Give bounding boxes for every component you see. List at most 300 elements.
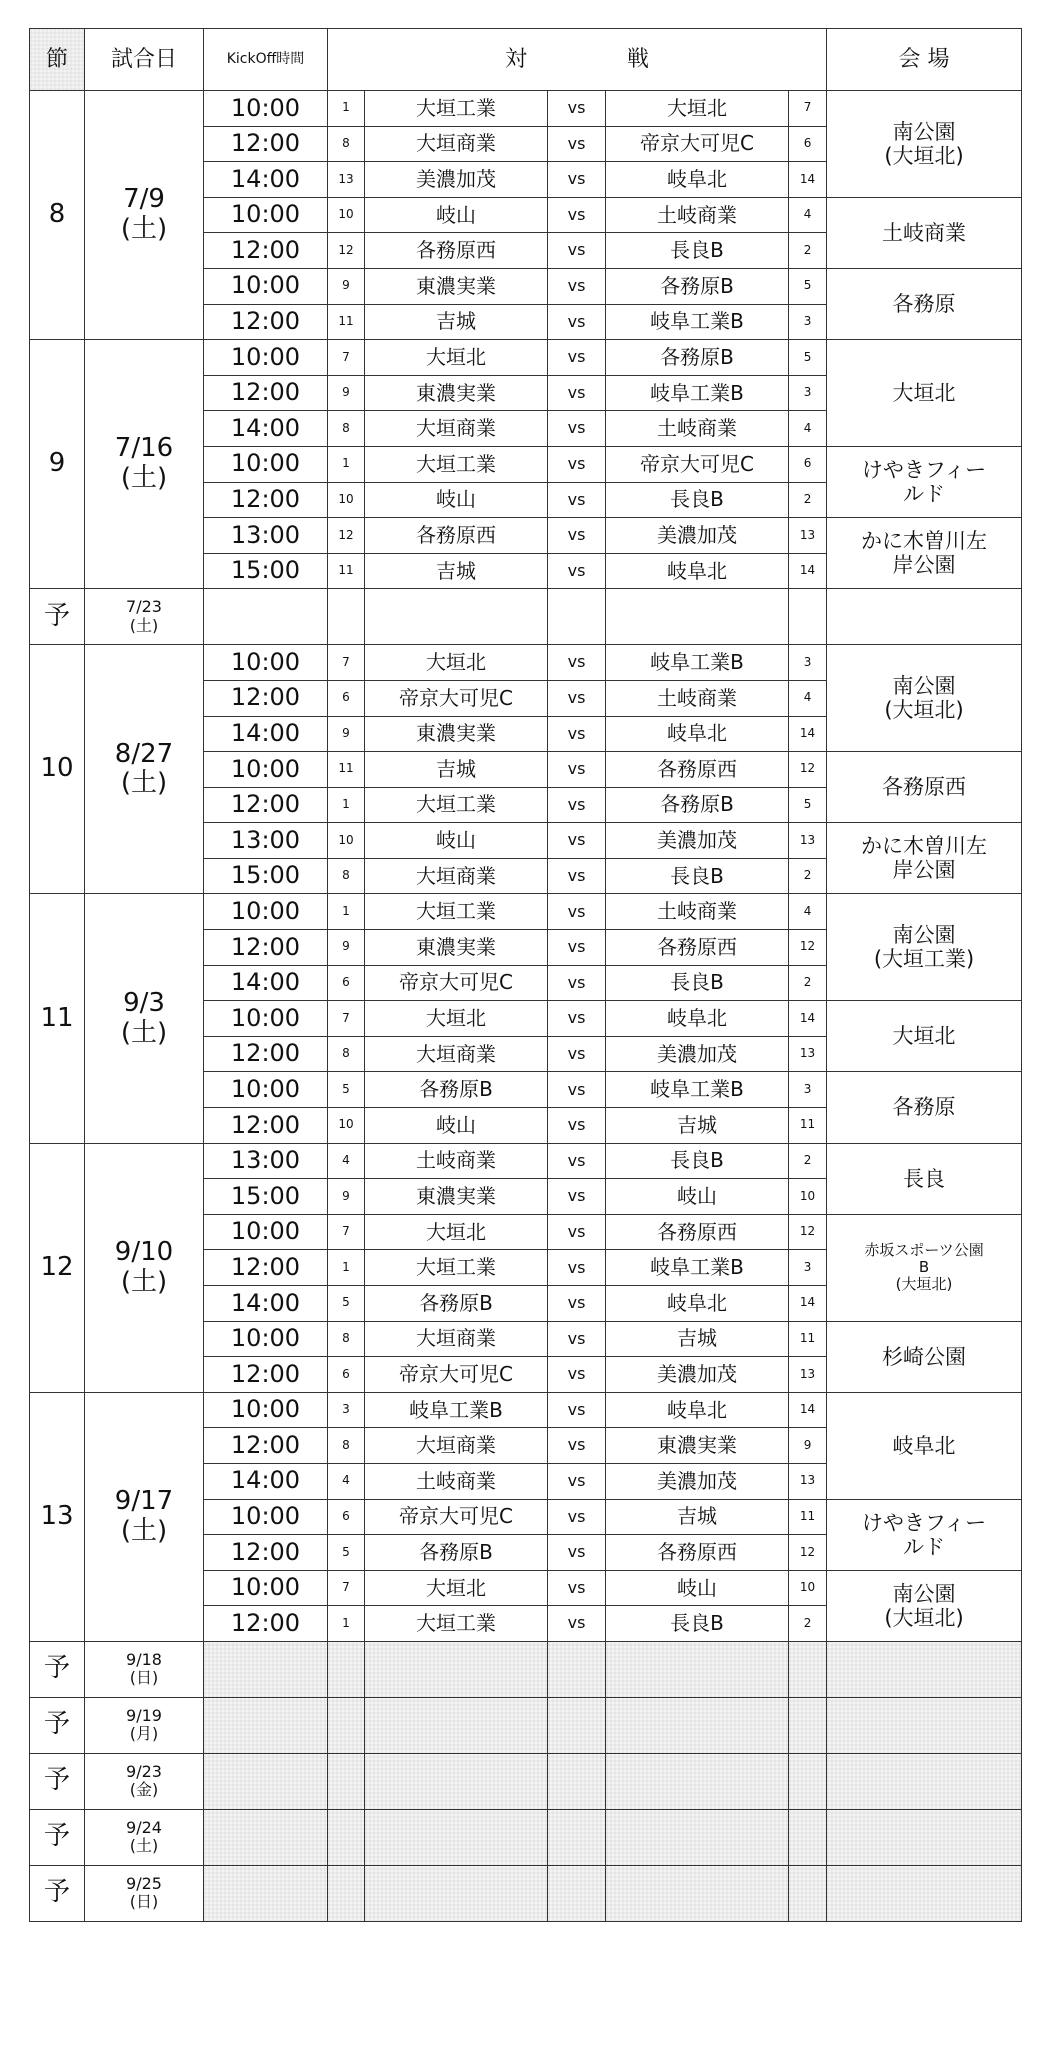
away-seed: 14 <box>789 1392 827 1428</box>
weekday-text: (土) <box>120 1266 168 1297</box>
venue-name: B <box>918 1258 930 1277</box>
kickoff-time: 14:00 <box>204 411 328 447</box>
weekday-text: (土) <box>120 214 168 245</box>
round-number: 12 <box>30 1143 85 1392</box>
kickoff-time: 12:00 <box>204 1535 328 1571</box>
away-seed: 3 <box>789 304 827 340</box>
away-seed: 11 <box>789 1108 827 1144</box>
away-seed: 14 <box>789 553 827 589</box>
venue-cell <box>827 1143 1022 1214</box>
kickoff-time: 13:00 <box>204 823 328 859</box>
venue-name: 土岐商業 <box>882 220 967 245</box>
venue-cell <box>827 1072 1022 1143</box>
kickoff-time: 10:00 <box>204 197 328 233</box>
away-team: 土岐商業 <box>606 411 789 447</box>
away-team: 吉城 <box>606 1108 789 1144</box>
header-date: 試合日 <box>85 29 204 91</box>
kickoff-time: 12:00 <box>204 126 328 162</box>
home-seed: 6 <box>328 1499 365 1535</box>
home-seed: 4 <box>328 1143 365 1179</box>
kickoff-time: 12:00 <box>204 930 328 966</box>
vs-label: vs <box>548 1214 606 1250</box>
vs-label: vs <box>548 965 606 1001</box>
vs-label: vs <box>548 1463 606 1499</box>
kickoff-time: 10:00 <box>204 894 328 930</box>
home-seed: 7 <box>328 1001 365 1037</box>
away-team: 長良B <box>606 858 789 894</box>
reserve-home-blank <box>365 589 548 645</box>
away-seed: 12 <box>789 930 827 966</box>
kickoff-time: 12:00 <box>204 1428 328 1464</box>
kickoff-time: 15:00 <box>204 1179 328 1215</box>
away-team: 各務原西 <box>606 930 789 966</box>
vs-label: vs <box>548 1001 606 1037</box>
reserve-time-blank <box>204 1865 328 1921</box>
vs-label: vs <box>548 518 606 554</box>
venue-name: 南公園 <box>892 674 956 699</box>
away-team: 岐阜北 <box>606 1392 789 1428</box>
weekday-text: (土) <box>120 1017 168 1048</box>
away-team: 各務原B <box>606 340 789 376</box>
home-team: 美濃加茂 <box>365 162 548 198</box>
reserve-label: 予 <box>30 1809 85 1865</box>
kickoff-time: 10:00 <box>204 752 328 788</box>
vs-label: vs <box>548 1499 606 1535</box>
away-seed: 13 <box>789 823 827 859</box>
venue-name: けやきフィー <box>861 457 987 482</box>
vs-label: vs <box>548 1036 606 1072</box>
venue-cell <box>827 1321 1022 1392</box>
kickoff-time: 14:00 <box>204 1463 328 1499</box>
venue-cell <box>827 1001 1022 1072</box>
home-seed: 3 <box>328 1392 365 1428</box>
home-team: 吉城 <box>365 752 548 788</box>
venue-name: 岸公園 <box>892 553 956 578</box>
home-team: 帝京大可児C <box>365 1357 548 1393</box>
reserve-row <box>30 1865 1022 1921</box>
away-seed: 13 <box>789 518 827 554</box>
header-venue: 会 場 <box>827 29 1022 91</box>
home-seed: 6 <box>328 1357 365 1393</box>
reserve-home-blank <box>365 1809 548 1865</box>
kickoff-time: 15:00 <box>204 858 328 894</box>
kickoff-time: 12:00 <box>204 680 328 716</box>
away-seed: 14 <box>789 1001 827 1037</box>
date-text: 7/16 <box>114 433 174 464</box>
venue-name: (大垣北) <box>884 698 964 723</box>
venue-cell <box>827 1214 1022 1321</box>
away-team: 長良B <box>606 965 789 1001</box>
home-team: 東濃実業 <box>365 268 548 304</box>
home-seed: 12 <box>328 518 365 554</box>
venue-cell <box>827 197 1022 268</box>
venue-name: 杉崎公園 <box>882 1344 967 1369</box>
away-team: 吉城 <box>606 1321 789 1357</box>
home-team: 大垣工業 <box>365 787 548 823</box>
reserve-date <box>85 1641 204 1697</box>
home-team: 大垣北 <box>365 1570 548 1606</box>
venue-name: かに木曽川左 <box>861 529 988 554</box>
kickoff-time: 10:00 <box>204 268 328 304</box>
away-seed: 3 <box>789 1250 827 1286</box>
home-team: 土岐商業 <box>365 1463 548 1499</box>
home-team: 吉城 <box>365 553 548 589</box>
match-date <box>85 645 204 894</box>
reserve-time-blank <box>204 589 328 645</box>
kickoff-time: 12:00 <box>204 1606 328 1642</box>
away-team: 岐阜北 <box>606 1286 789 1322</box>
kickoff-time: 12:00 <box>204 233 328 269</box>
home-team: 大垣商業 <box>365 1321 548 1357</box>
reserve-label: 予 <box>30 1641 85 1697</box>
kickoff-time: 10:00 <box>204 1001 328 1037</box>
home-team: 吉城 <box>365 304 548 340</box>
reserve-venue-blank <box>827 589 1022 645</box>
home-team: 大垣工業 <box>365 1606 548 1642</box>
weekday-text: (月) <box>129 1724 159 1744</box>
venue-cell <box>827 645 1022 752</box>
home-seed: 7 <box>328 1570 365 1606</box>
date-text: 8/27 <box>114 738 174 769</box>
away-seed: 10 <box>789 1179 827 1215</box>
away-team: 長良B <box>606 1143 789 1179</box>
date-text: 7/23 <box>126 597 162 617</box>
away-seed: 4 <box>789 197 827 233</box>
home-seed: 1 <box>328 787 365 823</box>
home-team: 大垣北 <box>365 645 548 681</box>
away-seed: 5 <box>789 340 827 376</box>
reserve-home-seed-blank <box>328 1809 365 1865</box>
round-number: 10 <box>30 645 85 894</box>
weekday-text: (金) <box>129 1780 159 1800</box>
vs-label: vs <box>548 1072 606 1108</box>
home-seed: 10 <box>328 197 365 233</box>
vs-label: vs <box>548 162 606 198</box>
away-team: 帝京大可児C <box>606 126 789 162</box>
venue-name: 大垣北 <box>892 1024 956 1049</box>
reserve-row <box>30 1641 1022 1697</box>
weekday-text: (土) <box>129 1836 159 1856</box>
reserve-away-seed-blank <box>789 1809 827 1865</box>
reserve-vs-blank <box>548 589 606 645</box>
away-seed: 12 <box>789 1535 827 1571</box>
away-seed: 6 <box>789 126 827 162</box>
schedule-table <box>29 28 1022 1922</box>
match-row <box>30 1392 1022 1428</box>
header-setsu: 節 <box>30 29 85 91</box>
venue-name: 岐阜北 <box>892 1433 956 1458</box>
home-seed: 1 <box>328 1250 365 1286</box>
venue-cell <box>827 268 1022 339</box>
venue-name: 岸公園 <box>892 858 956 883</box>
vs-label: vs <box>548 1108 606 1144</box>
reserve-row <box>30 1697 1022 1753</box>
round-number: 11 <box>30 894 85 1143</box>
round-number: 8 <box>30 91 85 340</box>
vs-label: vs <box>548 375 606 411</box>
weekday-text: (日) <box>129 1668 159 1688</box>
kickoff-time: 15:00 <box>204 553 328 589</box>
reserve-away-seed-blank <box>789 1753 827 1809</box>
vs-label: vs <box>548 1535 606 1571</box>
home-seed: 6 <box>328 680 365 716</box>
away-seed: 3 <box>789 375 827 411</box>
away-team: 各務原B <box>606 787 789 823</box>
date-text: 9/23 <box>126 1762 162 1782</box>
home-team: 岐山 <box>365 197 548 233</box>
date-text: 9/3 <box>123 987 165 1018</box>
reserve-home-seed-blank <box>328 589 365 645</box>
kickoff-time: 10:00 <box>204 446 328 482</box>
venue-name: 各務原西 <box>882 775 967 800</box>
home-team: 大垣商業 <box>365 1428 548 1464</box>
reserve-venue-blank <box>827 1641 1022 1697</box>
home-seed: 4 <box>328 1463 365 1499</box>
match-date <box>85 340 204 589</box>
venue-name: (大垣北) <box>895 1275 953 1294</box>
away-team: 岐阜北 <box>606 162 789 198</box>
weekday-text: (日) <box>129 1892 159 1912</box>
home-seed: 8 <box>328 1036 365 1072</box>
home-team: 岐山 <box>365 482 548 518</box>
away-team: 長良B <box>606 233 789 269</box>
home-team: 帝京大可児C <box>365 680 548 716</box>
schedule-body <box>30 91 1022 1922</box>
reserve-label: 予 <box>30 1753 85 1809</box>
home-team: 大垣工業 <box>365 446 548 482</box>
vs-label: vs <box>548 1392 606 1428</box>
home-team: 東濃実業 <box>365 1179 548 1215</box>
away-seed: 2 <box>789 482 827 518</box>
home-team: 大垣北 <box>365 1214 548 1250</box>
home-seed: 8 <box>328 1428 365 1464</box>
away-seed: 2 <box>789 858 827 894</box>
home-seed: 5 <box>328 1286 365 1322</box>
venue-cell <box>827 1499 1022 1570</box>
home-team: 土岐商業 <box>365 1143 548 1179</box>
away-team: 土岐商業 <box>606 894 789 930</box>
date-text: 9/10 <box>114 1236 174 1267</box>
home-team: 各務原西 <box>365 233 548 269</box>
home-seed: 9 <box>328 930 365 966</box>
venue-cell <box>827 1392 1022 1499</box>
away-seed: 10 <box>789 1570 827 1606</box>
away-team: 美濃加茂 <box>606 518 789 554</box>
home-seed: 1 <box>328 446 365 482</box>
away-team: 各務原西 <box>606 1214 789 1250</box>
venue-name: (大垣工業) <box>873 947 975 972</box>
venue-cell <box>827 1570 1022 1641</box>
reserve-date <box>85 1697 204 1753</box>
away-team: 美濃加茂 <box>606 1463 789 1499</box>
home-seed: 11 <box>328 752 365 788</box>
away-team: 岐山 <box>606 1179 789 1215</box>
venue-name: 南公園 <box>892 119 956 144</box>
vs-label: vs <box>548 1321 606 1357</box>
venue-name: (大垣北) <box>884 143 964 168</box>
vs-label: vs <box>548 553 606 589</box>
kickoff-time: 12:00 <box>204 482 328 518</box>
kickoff-time: 10:00 <box>204 1392 328 1428</box>
date-text: 9/25 <box>126 1874 162 1894</box>
home-seed: 7 <box>328 645 365 681</box>
reserve-time-blank <box>204 1753 328 1809</box>
venue-name: 大垣北 <box>892 380 956 405</box>
vs-label: vs <box>548 91 606 127</box>
home-seed: 13 <box>328 162 365 198</box>
away-seed: 2 <box>789 1143 827 1179</box>
kickoff-time: 12:00 <box>204 1250 328 1286</box>
away-team: 美濃加茂 <box>606 1036 789 1072</box>
away-seed: 9 <box>789 1428 827 1464</box>
home-seed: 5 <box>328 1072 365 1108</box>
home-team: 大垣北 <box>365 340 548 376</box>
away-team: 岐阜工業B <box>606 375 789 411</box>
away-seed: 12 <box>789 1214 827 1250</box>
vs-label: vs <box>548 858 606 894</box>
vs-label: vs <box>548 1570 606 1606</box>
home-team: 大垣商業 <box>365 858 548 894</box>
header-row <box>30 29 1022 91</box>
away-seed: 4 <box>789 411 827 447</box>
home-team: 大垣商業 <box>365 411 548 447</box>
away-team: 美濃加茂 <box>606 1357 789 1393</box>
kickoff-time: 14:00 <box>204 965 328 1001</box>
vs-label: vs <box>548 1357 606 1393</box>
away-team: 岐阜工業B <box>606 1072 789 1108</box>
home-seed: 1 <box>328 894 365 930</box>
reserve-time-blank <box>204 1697 328 1753</box>
away-seed: 6 <box>789 446 827 482</box>
reserve-home-blank <box>365 1865 548 1921</box>
away-seed: 13 <box>789 1036 827 1072</box>
venue-cell <box>827 91 1022 198</box>
kickoff-time: 10:00 <box>204 340 328 376</box>
away-team: 土岐商業 <box>606 680 789 716</box>
kickoff-time: 12:00 <box>204 1036 328 1072</box>
away-seed: 13 <box>789 1357 827 1393</box>
reserve-away-blank <box>606 1865 789 1921</box>
away-team: 各務原西 <box>606 1535 789 1571</box>
reserve-away-seed-blank <box>789 1697 827 1753</box>
vs-label: vs <box>548 787 606 823</box>
away-team: 帝京大可児C <box>606 446 789 482</box>
away-team: 各務原西 <box>606 752 789 788</box>
reserve-row <box>30 589 1022 645</box>
home-team: 大垣工業 <box>365 91 548 127</box>
home-team: 帝京大可児C <box>365 1499 548 1535</box>
reserve-away-blank <box>606 589 789 645</box>
away-seed: 2 <box>789 1606 827 1642</box>
away-team: 吉城 <box>606 1499 789 1535</box>
round-number: 9 <box>30 340 85 589</box>
kickoff-time: 14:00 <box>204 1286 328 1322</box>
date-text: 7/9 <box>123 184 165 215</box>
away-seed: 3 <box>789 1072 827 1108</box>
venue-name: 各務原 <box>892 291 956 316</box>
kickoff-time: 10:00 <box>204 645 328 681</box>
kickoff-time: 10:00 <box>204 1570 328 1606</box>
venue-cell <box>827 823 1022 894</box>
reserve-vs-blank <box>548 1865 606 1921</box>
kickoff-time: 10:00 <box>204 1321 328 1357</box>
vs-label: vs <box>548 1179 606 1215</box>
reserve-date <box>85 589 204 645</box>
venue-name: (大垣北) <box>884 1605 964 1630</box>
kickoff-time: 12:00 <box>204 304 328 340</box>
date-text: 9/17 <box>114 1485 174 1516</box>
away-seed: 5 <box>789 268 827 304</box>
home-seed: 6 <box>328 965 365 1001</box>
reserve-venue-blank <box>827 1809 1022 1865</box>
vs-label: vs <box>548 268 606 304</box>
match-row <box>30 340 1022 376</box>
weekday-text: (土) <box>120 768 168 799</box>
round-number: 13 <box>30 1392 85 1641</box>
match-row <box>30 894 1022 930</box>
home-seed: 11 <box>328 304 365 340</box>
vs-label: vs <box>548 411 606 447</box>
kickoff-time: 14:00 <box>204 162 328 198</box>
header-match <box>328 29 827 91</box>
kickoff-time: 10:00 <box>204 1072 328 1108</box>
home-seed: 12 <box>328 233 365 269</box>
reserve-away-blank <box>606 1697 789 1753</box>
away-seed: 14 <box>789 716 827 752</box>
home-team: 大垣商業 <box>365 1036 548 1072</box>
home-team: 各務原西 <box>365 518 548 554</box>
venue-name: 長良 <box>903 1166 946 1191</box>
venue-name: ルド <box>903 1534 946 1559</box>
away-seed: 2 <box>789 233 827 269</box>
vs-label: vs <box>548 126 606 162</box>
date-text: 9/18 <box>126 1650 162 1670</box>
vs-label: vs <box>548 1286 606 1322</box>
reserve-away-blank <box>606 1641 789 1697</box>
away-team: 岐阜工業B <box>606 304 789 340</box>
vs-label: vs <box>548 1143 606 1179</box>
reserve-venue-blank <box>827 1865 1022 1921</box>
reserve-vs-blank <box>548 1697 606 1753</box>
away-seed: 13 <box>789 1463 827 1499</box>
reserve-venue-blank <box>827 1753 1022 1809</box>
header-kickoff: KickOff時間 <box>204 29 328 91</box>
home-team: 東濃実業 <box>365 930 548 966</box>
home-team: 岐山 <box>365 823 548 859</box>
home-seed: 10 <box>328 1108 365 1144</box>
weekday-text: (土) <box>120 463 168 494</box>
away-team: 大垣北 <box>606 91 789 127</box>
vs-label: vs <box>548 1428 606 1464</box>
reserve-label: 予 <box>30 1865 85 1921</box>
home-team: 大垣工業 <box>365 1250 548 1286</box>
away-seed: 5 <box>789 787 827 823</box>
home-team: 帝京大可児C <box>365 965 548 1001</box>
home-team: 各務原B <box>365 1072 548 1108</box>
vs-label: vs <box>548 1250 606 1286</box>
weekday-text: (土) <box>120 1515 168 1546</box>
venue-cell <box>827 894 1022 1001</box>
header-match-right: 戦 <box>627 46 650 72</box>
away-team: 長良B <box>606 482 789 518</box>
kickoff-time: 10:00 <box>204 91 328 127</box>
home-team: 東濃実業 <box>365 716 548 752</box>
home-seed: 8 <box>328 858 365 894</box>
away-team: 土岐商業 <box>606 197 789 233</box>
reserve-date <box>85 1753 204 1809</box>
home-team: 各務原B <box>365 1286 548 1322</box>
vs-label: vs <box>548 823 606 859</box>
